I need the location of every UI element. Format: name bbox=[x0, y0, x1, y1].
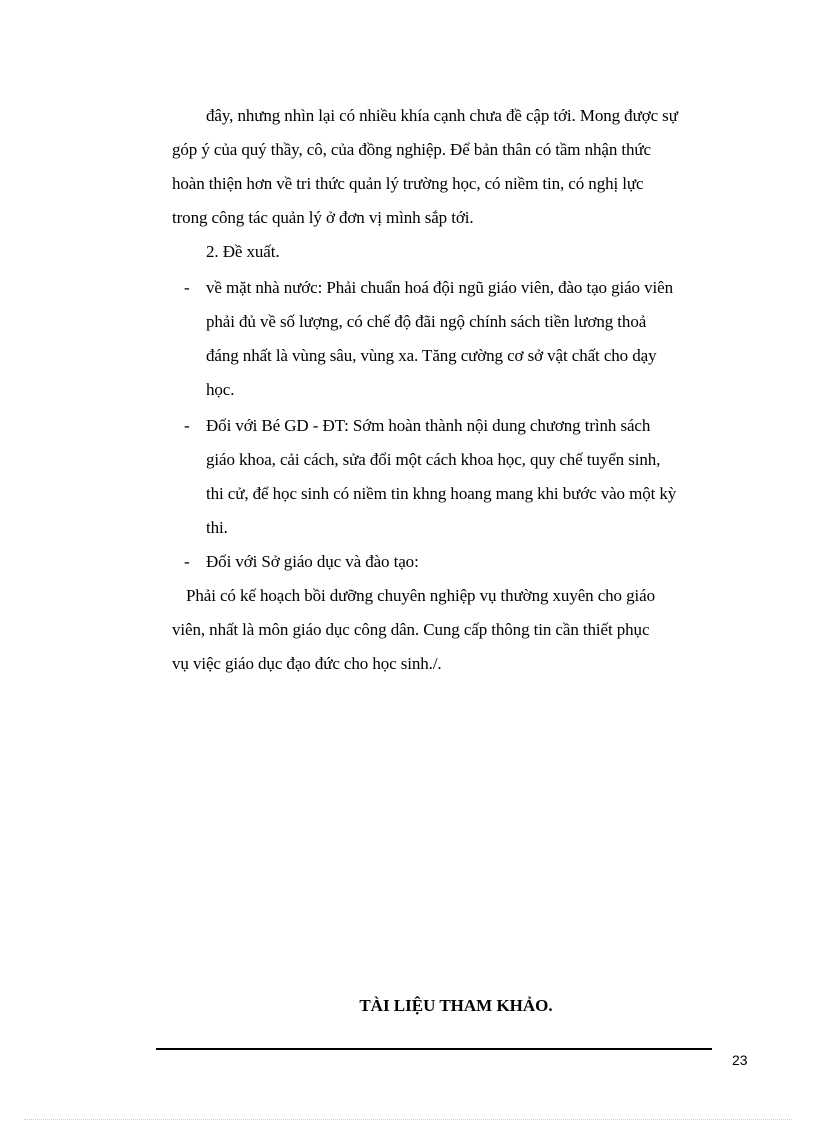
list-item-line: Đối với Sở giáo dục và đào tạo: bbox=[206, 552, 419, 571]
paragraph-line: góp ý của quý thầy, cô, của đồng nghiệp. Để bản thân có tầm nhận thức bbox=[172, 140, 651, 159]
list-item-line: phải đủ về số lượng, có chế độ đãi ngộ chính sách tiền lương thoả bbox=[206, 312, 647, 331]
bullet-dash: - bbox=[184, 416, 190, 435]
paragraph-line: trong công tác quản lý ở đơn vị mình sắp tới. bbox=[172, 208, 474, 227]
list-item-line: thi. bbox=[206, 518, 228, 537]
paragraph-line: viên, nhất là môn giáo dục công dân. Cung cấp thông tin cần thiết phục bbox=[172, 620, 650, 639]
section-title: 2. Đề xuất. bbox=[206, 242, 280, 261]
list-item-line: học. bbox=[206, 380, 235, 399]
paragraph-line: Phải có kế hoạch bồi dưỡng chuyên nghiệp vụ thường xuyên cho giáo bbox=[186, 586, 655, 605]
page-number: 23 bbox=[732, 1052, 748, 1068]
list-item-line: giáo khoa, cải cách, sửa đổi một cách khoa học, quy chế tuyển sinh, bbox=[206, 450, 661, 469]
paragraph-line: hoàn thiện hơn về tri thức quản lý trường học, có niềm tin, có nghị lực bbox=[172, 174, 644, 193]
list-item-line: về mặt nhà nước: Phải chuẩn hoá đội ngũ giáo viên, đào tạo giáo viên bbox=[206, 278, 673, 297]
references-heading: TÀI LIỆU THAM KHẢO. bbox=[359, 996, 553, 1015]
list-item-line: Đối với Bé GD - ĐT: Sớm hoàn thành nội dung chương trình sách bbox=[206, 416, 651, 435]
bullet-dash: - bbox=[184, 278, 190, 297]
paragraph-line: đây, nhưng nhìn lại có nhiều khía cạnh chưa đề cập tới. Mong được sự bbox=[206, 106, 678, 125]
bullet-dash: - bbox=[184, 552, 190, 571]
list-item-line: thi cử, để học sinh có niềm tin khng hoang mang khi bước vào một kỳ bbox=[206, 484, 677, 503]
paragraph-line: vụ việc giáo dục đạo đức cho học sinh./. bbox=[172, 654, 442, 673]
list-item-line: đáng nhất là vùng sâu, vùng xa. Tăng cường cơ sở vật chất cho dạy bbox=[206, 346, 657, 365]
footer-divider bbox=[156, 1048, 712, 1050]
page-bottom-border bbox=[24, 1119, 792, 1120]
